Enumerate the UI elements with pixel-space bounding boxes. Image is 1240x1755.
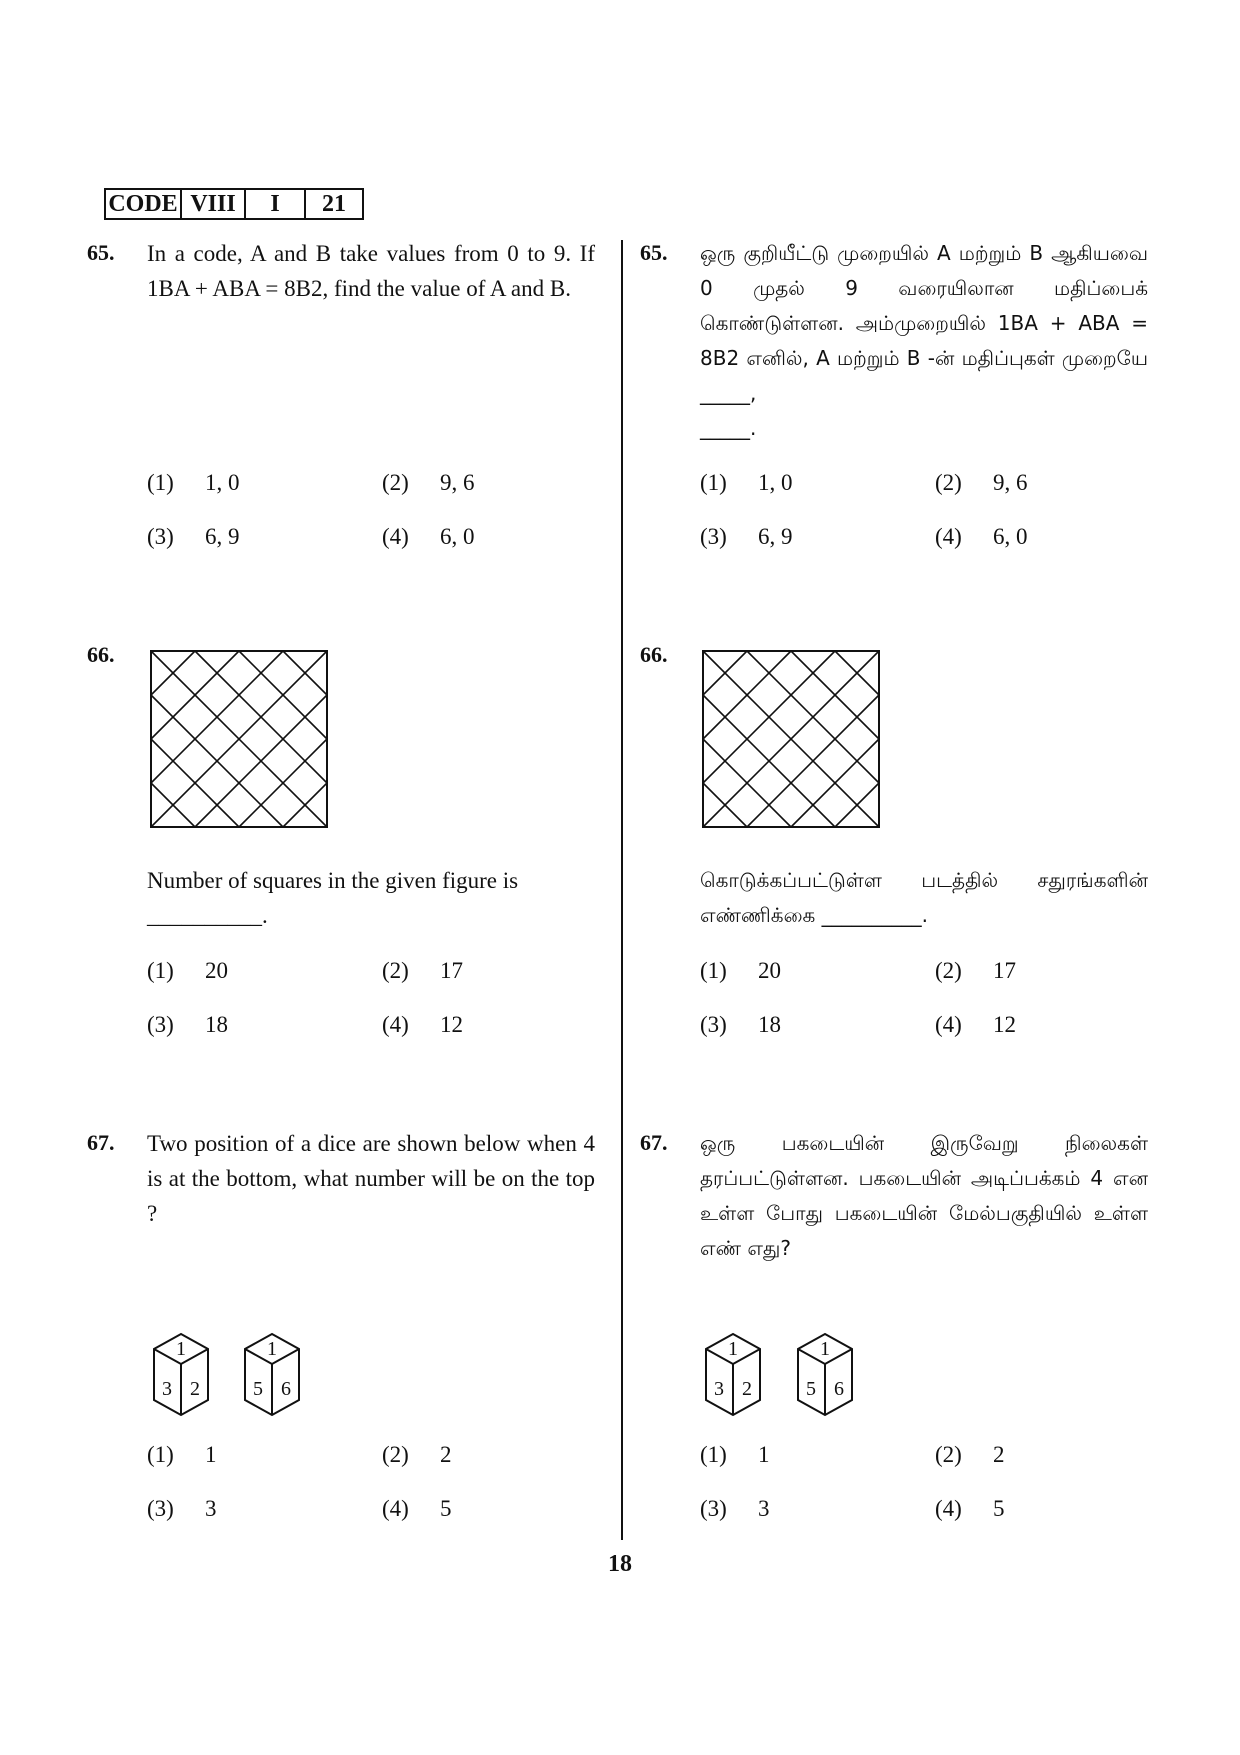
option-value: 3 [205,1496,217,1521]
code-box [104,188,364,220]
option-number: (4) [382,524,409,549]
code-class: VIII [180,190,244,218]
question-text-english-body: Number of squares in the given figure is [147,868,519,893]
answer-blank: __________. [147,903,268,928]
option-value: 2 [440,1442,452,1467]
option-number: (1) [147,1442,174,1467]
option[interactable] [700,1496,770,1522]
option-value: 1 [205,1442,217,1467]
option[interactable] [147,524,240,550]
dice-face-left: 5 [253,1378,263,1400]
question-text-english: Two position of a dice are shown below when 4 is at the bottom, what number will be on the top ? [147,1131,595,1226]
option[interactable] [935,1442,1005,1468]
dice-face-left: 5 [806,1378,816,1400]
option[interactable] [935,524,1028,550]
question-text-english [147,863,595,933]
option[interactable] [935,1012,1016,1038]
dice-face-top: 1 [267,1338,277,1360]
question-text-tamil-body: ஒரு குறியீட்டு முறையில் A மற்றும் B ஆகியவை 0 முதல் 9 வரையிலான மதிப்பைக் கொண்டுள்ளன. அம்முறையில் 1BA + ABA = 8B2 எனில், A மற்றும் B -ன் மதிப்புகள் முறையே _____, [700,241,1148,405]
option-value: 2 [993,1442,1005,1467]
option-number: (2) [382,1442,409,1467]
option-value: 9, 6 [993,470,1028,495]
option-value: 5 [440,1496,452,1521]
option[interactable] [147,1442,217,1468]
dice-figure [796,1333,854,1417]
code-number: 21 [304,190,362,218]
option-number: (2) [382,470,409,495]
option[interactable] [147,470,240,496]
option[interactable] [382,1012,463,1038]
option-number: (4) [382,1496,409,1521]
option-number: (3) [147,1012,174,1037]
option-value: 6, 0 [440,524,475,549]
dice-figure [243,1333,301,1417]
option[interactable] [147,1012,228,1038]
option-value: 3 [758,1496,770,1521]
option[interactable] [700,1012,781,1038]
option-number: (3) [147,1496,174,1521]
option[interactable] [382,958,463,984]
option-value: 1, 0 [758,470,793,495]
dice-face-right: 6 [834,1378,844,1400]
option-number: (3) [700,1496,727,1521]
option[interactable] [700,1442,770,1468]
option-number: (2) [935,1442,962,1467]
option-number: (1) [700,1442,727,1467]
question-number: 66. [640,642,668,667]
option-value: 6, 0 [993,524,1028,549]
dice-face-right: 2 [742,1378,752,1400]
question-number: 65. [640,240,668,265]
code-label: CODE [108,191,178,217]
square-grid-figure [702,650,880,828]
option-number: (1) [147,958,174,983]
option-number: (4) [382,1012,409,1037]
question-number: 65. [87,240,115,265]
dice-face-left: 3 [162,1378,172,1400]
option[interactable] [147,1496,217,1522]
option-number: (1) [700,470,727,495]
question-text-tamil: ஒரு பகடையின் இருவேறு நிலைகள் தரப்பட்டுள்ளன. பகடையின் அடிப்பக்கம் 4 என உள்ள போது பகடையின் மேல்பகுதியில் உள்ள எண் எது? [700,1131,1148,1260]
column-divider [621,240,623,1540]
option-value: 12 [993,1012,1016,1037]
option[interactable] [935,958,1016,984]
option-value: 9, 6 [440,470,475,495]
question-text-tamil [700,236,1148,446]
option-value: 18 [205,1012,228,1037]
option-value: 18 [758,1012,781,1037]
question-text-english: In a code, A and B take values from 0 to 9. If 1BA + ABA = 8B2, find the value of A and B. [147,241,595,301]
dice-figure [152,1333,210,1417]
dice-face-left: 3 [714,1378,724,1400]
option-number: (4) [935,1496,962,1521]
option-value: 17 [440,958,463,983]
answer-blank: _____. [700,416,757,440]
option-number: (2) [935,470,962,495]
question-number: 66. [87,642,115,667]
option-number: (2) [382,958,409,983]
option[interactable] [147,958,228,984]
square-grid-figure [150,650,328,828]
option-number: (4) [935,1012,962,1037]
question-text-tamil: கொடுக்கப்பட்டுள்ள படத்தில் சதுரங்களின் எண்ணிக்கை __________. [700,868,1148,927]
dice-face-right: 2 [190,1378,200,1400]
option-value: 12 [440,1012,463,1037]
option-number: (2) [935,958,962,983]
option-number: (1) [700,958,727,983]
option[interactable] [700,470,793,496]
option-number: (1) [147,470,174,495]
option-number: (4) [935,524,962,549]
option[interactable] [935,1496,1005,1522]
option[interactable] [700,958,781,984]
dice-face-top: 1 [820,1338,830,1360]
option-value: 1, 0 [205,470,240,495]
dice-face-top: 1 [176,1338,186,1360]
option-value: 20 [758,958,781,983]
option[interactable] [382,524,475,550]
option[interactable] [700,524,793,550]
question-number: 67. [87,1130,115,1155]
dice-figure [704,1333,762,1417]
option-value: 17 [993,958,1016,983]
code-series: I [244,190,304,218]
option-value: 1 [758,1442,770,1467]
option-number: (3) [147,524,174,549]
option-value: 5 [993,1496,1005,1521]
option[interactable] [935,470,1028,496]
option-number: (3) [700,1012,727,1037]
option[interactable] [382,1496,452,1522]
option-value: 6, 9 [205,524,240,549]
option[interactable] [382,1442,452,1468]
option[interactable] [382,470,475,496]
question-number: 67. [640,1130,668,1155]
dice-face-right: 6 [281,1378,291,1400]
page-number: 18 [608,1551,632,1577]
option-value: 6, 9 [758,524,793,549]
dice-face-top: 1 [728,1338,738,1360]
option-value: 20 [205,958,228,983]
option-number: (3) [700,524,727,549]
